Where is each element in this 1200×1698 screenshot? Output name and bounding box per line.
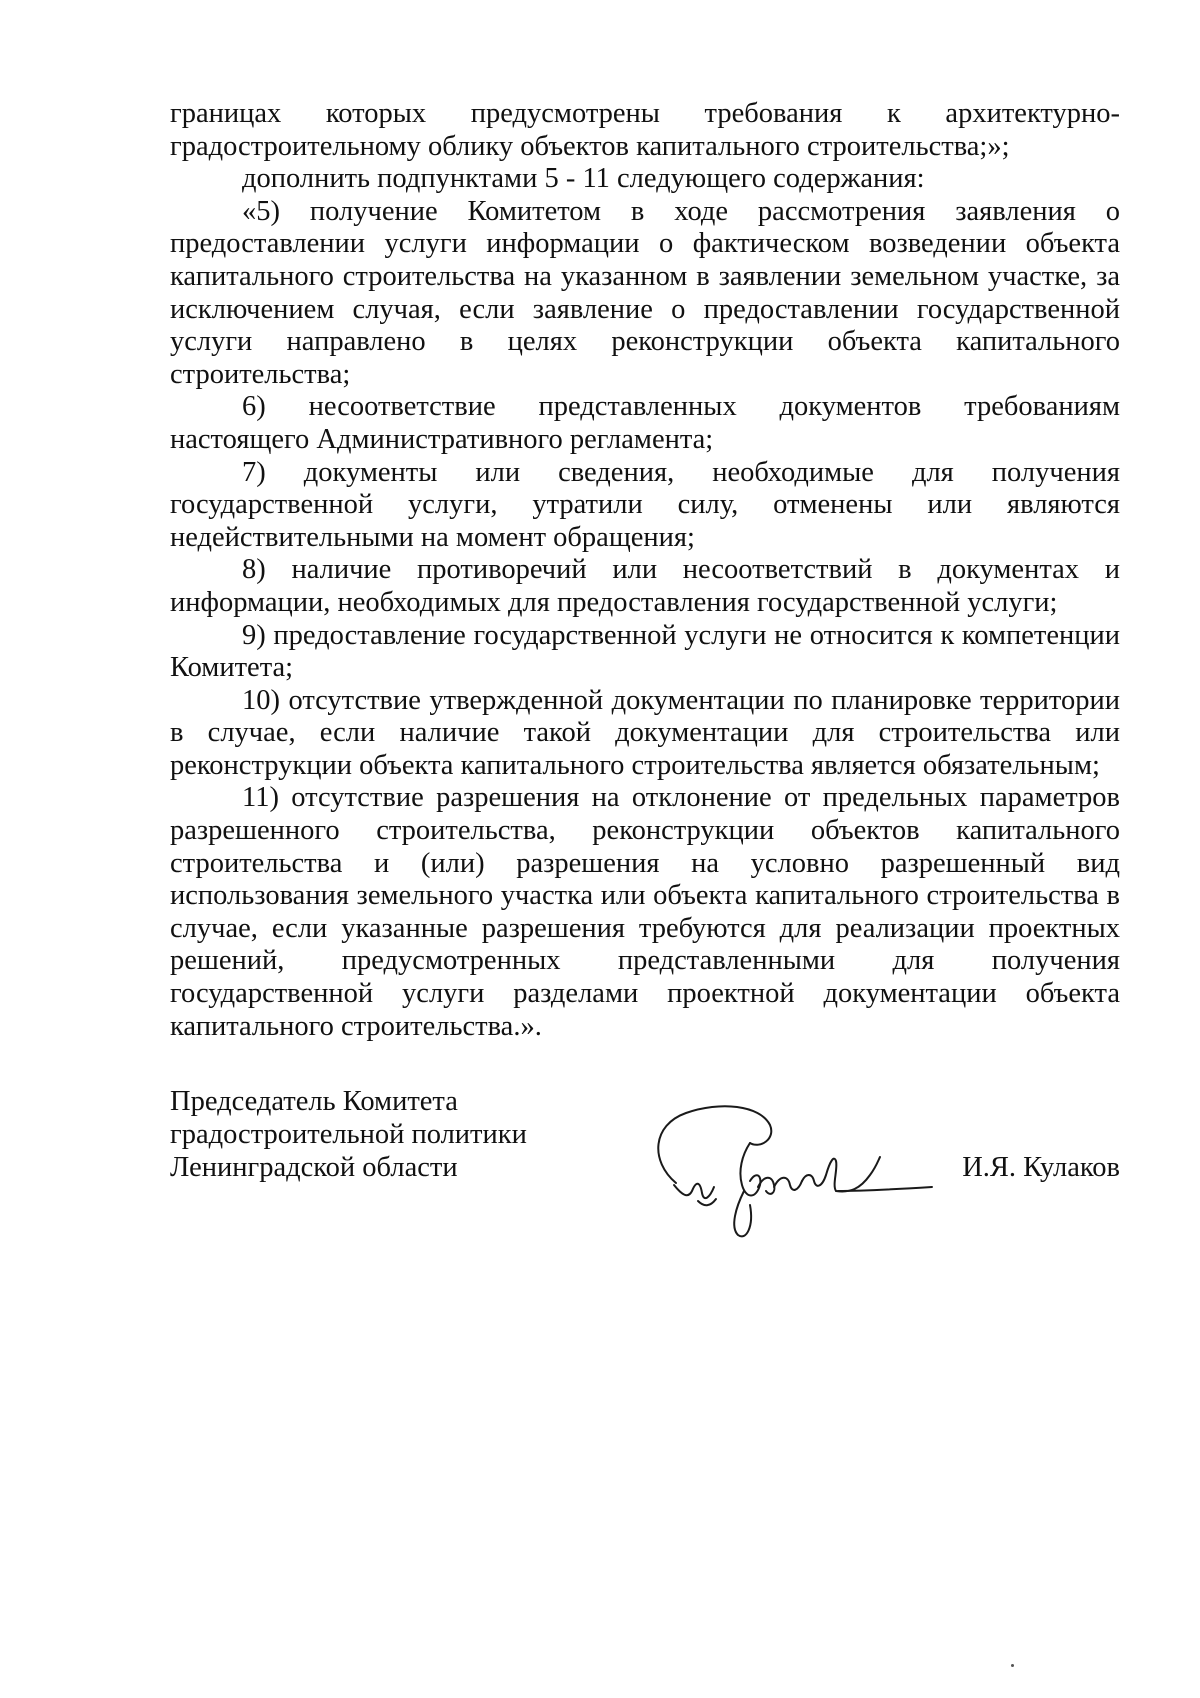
item-5: «5) получение Комитетом в ходе рассмотрения заявления о предоставлении услуги информации о фактическом возведении объекта капитального строительства на указанном в заявлении земельном участке, за исключением случая, если заявление о предоставлении государственной услуги направлено в целях реконструкции объекта капитального строительства; (170, 195, 1120, 390)
paragraph-2: дополнить подпунктами 5 - 11 следующего содержания: (242, 163, 925, 195)
item-7: 7) документы или сведения, необходимые для получения государственной услуги, утратили силу, отменены или являются недействительными на момент обращения; (170, 456, 1120, 553)
scan-speck (1011, 1664, 1014, 1667)
item-6: 6) несоответствие представленных документов требованиям настоящего Административного регламента; (170, 391, 1120, 455)
document-body (170, 98, 1120, 1043)
position-line: Председатель Комитета (170, 1086, 458, 1117)
item-9: 9) предоставление государственной услуги не относится к компетенции Комитета; (170, 619, 1120, 684)
signatory-position (170, 1085, 527, 1184)
position-line: Ленинградской области (170, 1152, 458, 1183)
signature-block (170, 1085, 1120, 1255)
item-11: 11) отсутствие разрешения на отклонение от предельных параметров разрешенного строительства, реконструкции объектов капитального строительства и (или) разрешения на условно разрешенный вид использования земельного участка или объекта капитального строительства в случае, если указанные разрешения требуются для реализации проектных решений, предусмотренных представленными для получения государственной услуги разделами проектной документации объекта капитального строительства.». (170, 782, 1120, 1042)
signatory-name: И.Я. Кулаков (962, 1152, 1120, 1183)
item-8: 8) наличие противоречий или несоответствий в документах и информации, необходимых для предоставления государственной услуги; (170, 554, 1120, 618)
handwritten-signature (638, 1095, 938, 1245)
position-line: градостроительной политики (170, 1119, 527, 1150)
item-10: 10) отсутствие утвержденной документации по планировке территории в случае, если наличие такой документации для строительства или реконструкции объекта капитального строительства является обязательным; (170, 684, 1120, 781)
paragraph-1: границах которых предусмотрены требования к архитектурно-градостроительному облику объектов капитального строительства;»; (170, 98, 1120, 162)
